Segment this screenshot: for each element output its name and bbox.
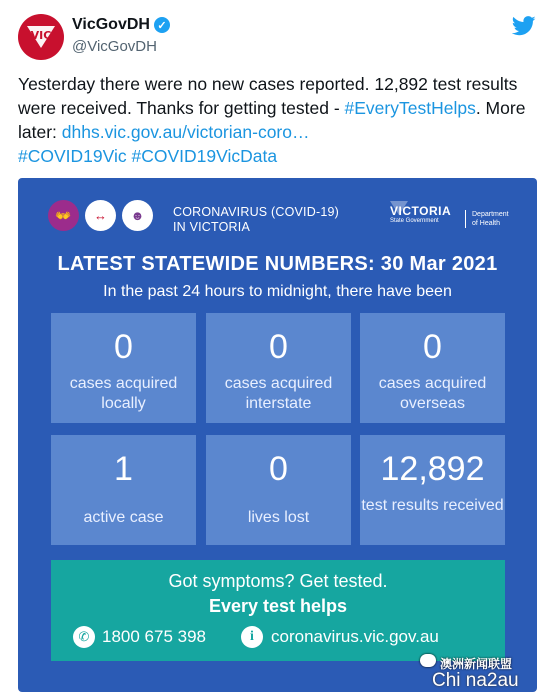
- watermark-en: Chi na2au: [432, 670, 519, 691]
- dept-line1: Department: [472, 211, 509, 218]
- stat-tile-active: [51, 435, 196, 545]
- tweet-text-part1: Yesterday there were no new cases reported. 12,892 test results were received. Thanks for getting tested -: [18, 74, 518, 118]
- handwashing-icon: 👐: [48, 200, 79, 231]
- avatar-text: VIC: [30, 28, 52, 42]
- stat-value: 0: [269, 450, 288, 488]
- card-subheadline: In the past 24 hours to midnight, there have been: [103, 283, 452, 300]
- face-mask-icon: ☻: [122, 200, 153, 231]
- stat-tile-overseas: [360, 313, 505, 423]
- card-title-line1: CORONAVIRUS (COVID-19): [173, 205, 339, 219]
- stat-label: cases acquired interstate: [224, 375, 333, 412]
- covid-icon-row: [48, 200, 153, 231]
- tweet-link[interactable]: dhhs.vic.gov.au/victorian-coro…: [61, 122, 310, 142]
- department-of-health-label: [465, 210, 509, 228]
- stat-label: active case: [83, 509, 164, 526]
- stat-value: 1: [114, 450, 133, 488]
- stat-value: 0: [114, 328, 133, 366]
- stat-tile-tests: [360, 435, 505, 545]
- stat-label: cases acquired locally: [69, 375, 178, 412]
- hashtag-everytesthelps[interactable]: #EveryTestHelps: [344, 98, 476, 118]
- stat-tile-lives-lost: [206, 435, 351, 545]
- display-name-text: VicGovDH: [72, 16, 150, 33]
- stat-tile-interstate: [206, 313, 351, 423]
- user-handle[interactable]: @VicGovDH: [72, 38, 157, 55]
- card-title-line2: IN VICTORIA: [173, 220, 250, 234]
- user-display-name[interactable]: [72, 16, 170, 34]
- watermark: [420, 650, 530, 690]
- twitter-bird-icon[interactable]: [512, 16, 536, 36]
- stat-value: 12,892: [380, 450, 485, 488]
- stat-tile-local: [51, 313, 196, 423]
- tweet-text: [18, 72, 530, 168]
- covid-stats-card-image[interactable]: [18, 178, 537, 692]
- website-url: coronavirus.vic.gov.au: [271, 627, 439, 646]
- get-tested-banner: [51, 560, 505, 661]
- stat-label: test results received: [361, 497, 504, 514]
- user-avatar[interactable]: [18, 14, 64, 60]
- vic-logo-text: VICTORIA: [390, 204, 452, 218]
- card-headline: LATEST STATEWIDE NUMBERS: 30 Mar 2021: [57, 253, 498, 275]
- info-icon: i: [241, 626, 263, 648]
- vic-logo-subtext: State Government: [390, 218, 439, 224]
- verified-badge-icon: ✓: [154, 17, 170, 33]
- card-title: [173, 205, 339, 235]
- victoria-government-logo: [390, 204, 451, 224]
- social-distancing-icon: ↔: [85, 200, 116, 231]
- cta-line2: Every test helps: [208, 596, 348, 616]
- phone-number: 1800 675 398: [102, 627, 206, 646]
- cta-line1: Got symptoms? Get tested.: [168, 571, 388, 591]
- stat-label: lives lost: [247, 509, 310, 526]
- stat-label: cases acquired overseas: [378, 375, 487, 412]
- stat-value: 0: [423, 328, 442, 366]
- wechat-icon: [420, 654, 436, 667]
- hashtag-covid19vic[interactable]: #COVID19Vic: [18, 146, 127, 166]
- watermark-cn: 澳洲新闻联盟: [440, 657, 513, 671]
- dept-line2: of Health: [472, 220, 501, 227]
- hashtag-covid19vicdata[interactable]: #COVID19VicData: [131, 146, 278, 166]
- stat-value: 0: [269, 328, 288, 366]
- tweet-text-part2: . More later:: [18, 98, 526, 142]
- phone-icon: ✆: [73, 626, 95, 648]
